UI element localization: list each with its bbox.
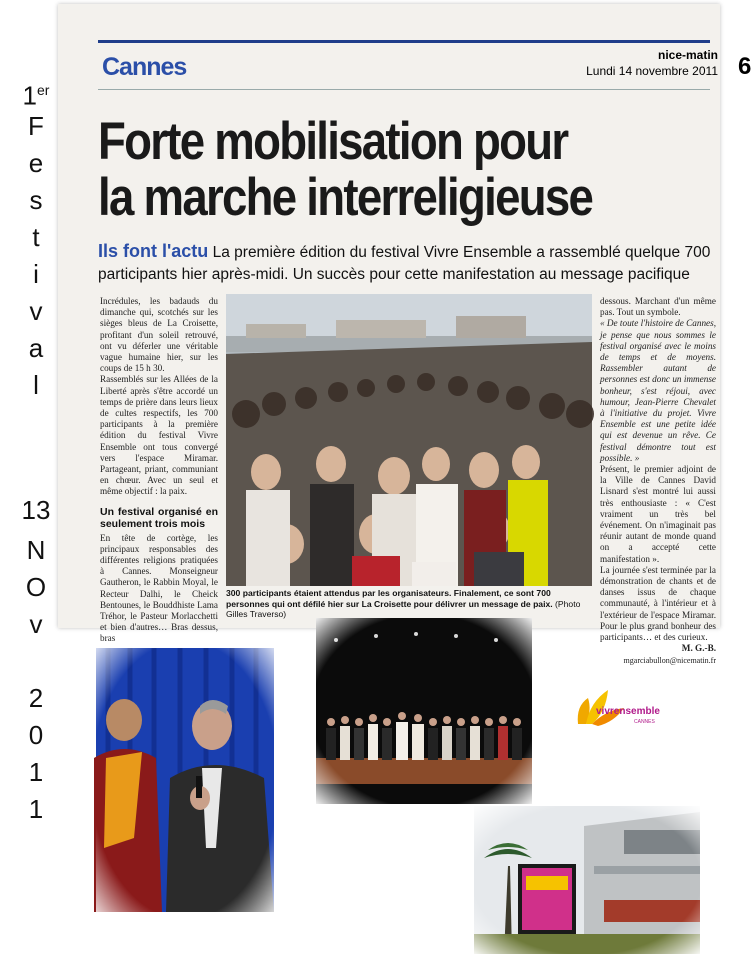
side-letter: F	[28, 111, 44, 141]
kicker: Ils font l'actu	[98, 241, 209, 261]
day-number: 13	[21, 495, 51, 525]
standfirst	[98, 240, 728, 286]
author-signature: M. G.-B.	[681, 643, 716, 654]
caption-text: 300 participants étaient attendus par les organisateurs. Finalement, ce sont 700 personnes qui ont défilé hier sur La Croisette pour délivrer un message de paix.	[226, 588, 553, 609]
photo-caption	[226, 588, 592, 620]
vivre-ensemble-logo	[572, 684, 672, 734]
logo-text: vivrensemble	[596, 706, 660, 717]
paragraph: Rassemblés sur les Allées de la Liberté après s'être accordé un temps de prière dans leurs lieux de cultes respectifs, les 700 participants à la première édition du festival Vivre Ensemble ont tous convergé vers l'espace Miramar. Partageant, priant, communiant en chœur. Avec un seul et même objectif : la paix.	[100, 374, 218, 497]
paragraph: dessous. Marchant d'un même pas. Tout un symbole.	[600, 296, 716, 318]
paragraph: La journée s'est terminée par la démonstration de chants et de danses issus de chaque communauté, à l'intérieur et à l'extérieur de l'espace Miramar. Pour le plus grand bonheur des participants… et des curieux.	[600, 564, 716, 643]
palais-illustration	[474, 806, 700, 954]
side-letter: t	[32, 222, 40, 252]
headline-line-2: la marche interreligieuse	[98, 168, 593, 227]
side-letter: v	[29, 296, 43, 326]
stage-illustration	[316, 618, 532, 804]
headline	[98, 114, 631, 226]
stage-performance-photo	[316, 618, 532, 804]
issue-date: Lundi 14 novembre 2011	[586, 64, 718, 78]
ordinal-suffix: er	[37, 82, 50, 98]
newspaper-clipping	[58, 4, 751, 665]
headline-line-1: Forte mobilisation pour	[98, 112, 568, 171]
newspaper-name: nice-matin	[657, 48, 718, 62]
side-letter: s	[29, 185, 43, 215]
crowd-illustration	[226, 294, 592, 586]
religious-leaders-photo	[96, 648, 274, 912]
paragraph: Incrédules, les badauds du dimanche qui, scotchés sur les sièges bleus de La Croisette, profitant d'un soleil retrouvé, ont vu déferler une véritable vague humaine hier, sur les coups de 15 h 30.	[100, 296, 218, 374]
leaders-illustration	[96, 648, 274, 912]
logo-subtext: CANNES	[634, 719, 655, 725]
side-letter: a	[28, 333, 44, 363]
side-letter: 1	[28, 794, 44, 824]
paragraph: En tête de cortège, les principaux responsables des différentes religions pratiquées à Cannes. Monseigneur Gautheron, le Rabbin Moyal, le Recteur Dalhi, le Cheick Bentounes, le Bouddhiste Lama Tréhor, le Pasteur Morlacchetti et bien d'autres… Bras dessus, bras	[100, 532, 218, 644]
newspaper-header	[98, 40, 751, 90]
column-left	[100, 296, 218, 645]
ordinal-number: 1	[22, 80, 37, 111]
side-year	[0, 680, 72, 828]
quote-paragraph: « De toute l'histoire de Cannes, je pense que nous sommes le festival organisé avec le moins de temps et de moyens. Rassembler autant de personnes est donc un immense bonheur, s'est réjoui, avec humour, Jean-Pierre Chevalet à l'initiative du projet. Vivre Ensemble est une petite idée qui est devenue un rêve. Ce festival démontre tout est possible. »	[600, 318, 716, 463]
side-letter: e	[28, 148, 44, 178]
side-letter: 1	[28, 757, 44, 787]
side-letter: l	[33, 370, 39, 400]
side-letter: 0	[28, 720, 44, 750]
palais-des-festivals-photo	[474, 806, 700, 954]
standfirst-text: La première édition du festival Vivre Ensemble a rassemblé quelque 700 participants hier après-midi. Un succès pour cette manifestation au message pacifique	[98, 244, 711, 283]
march-crowd-photo	[226, 294, 592, 586]
side-letter: N	[26, 535, 46, 565]
side-letter: v	[29, 609, 43, 639]
section-name: Cannes	[102, 53, 187, 81]
paragraph: Présent, le premier adjoint de la Ville de Cannes David Lisnard s'est montré lui aussi très enthousiaste : « C'est vraiment un très bel événement. On n'imaginait pas réunir autant de monde quand on a accepté cette manifestation ».	[600, 464, 716, 564]
subheading: Un festival organisé en seulement trois mois	[100, 505, 218, 530]
author-email: mgarciabullon@nicematin.fr	[623, 655, 716, 665]
side-letter: 2	[28, 683, 44, 713]
column-right	[600, 296, 716, 666]
page-number: 6	[738, 53, 751, 80]
side-letter: i	[33, 259, 39, 289]
photo-credit: (Photo Gilles Traverso)	[226, 598, 581, 620]
side-letter: O	[25, 572, 47, 602]
